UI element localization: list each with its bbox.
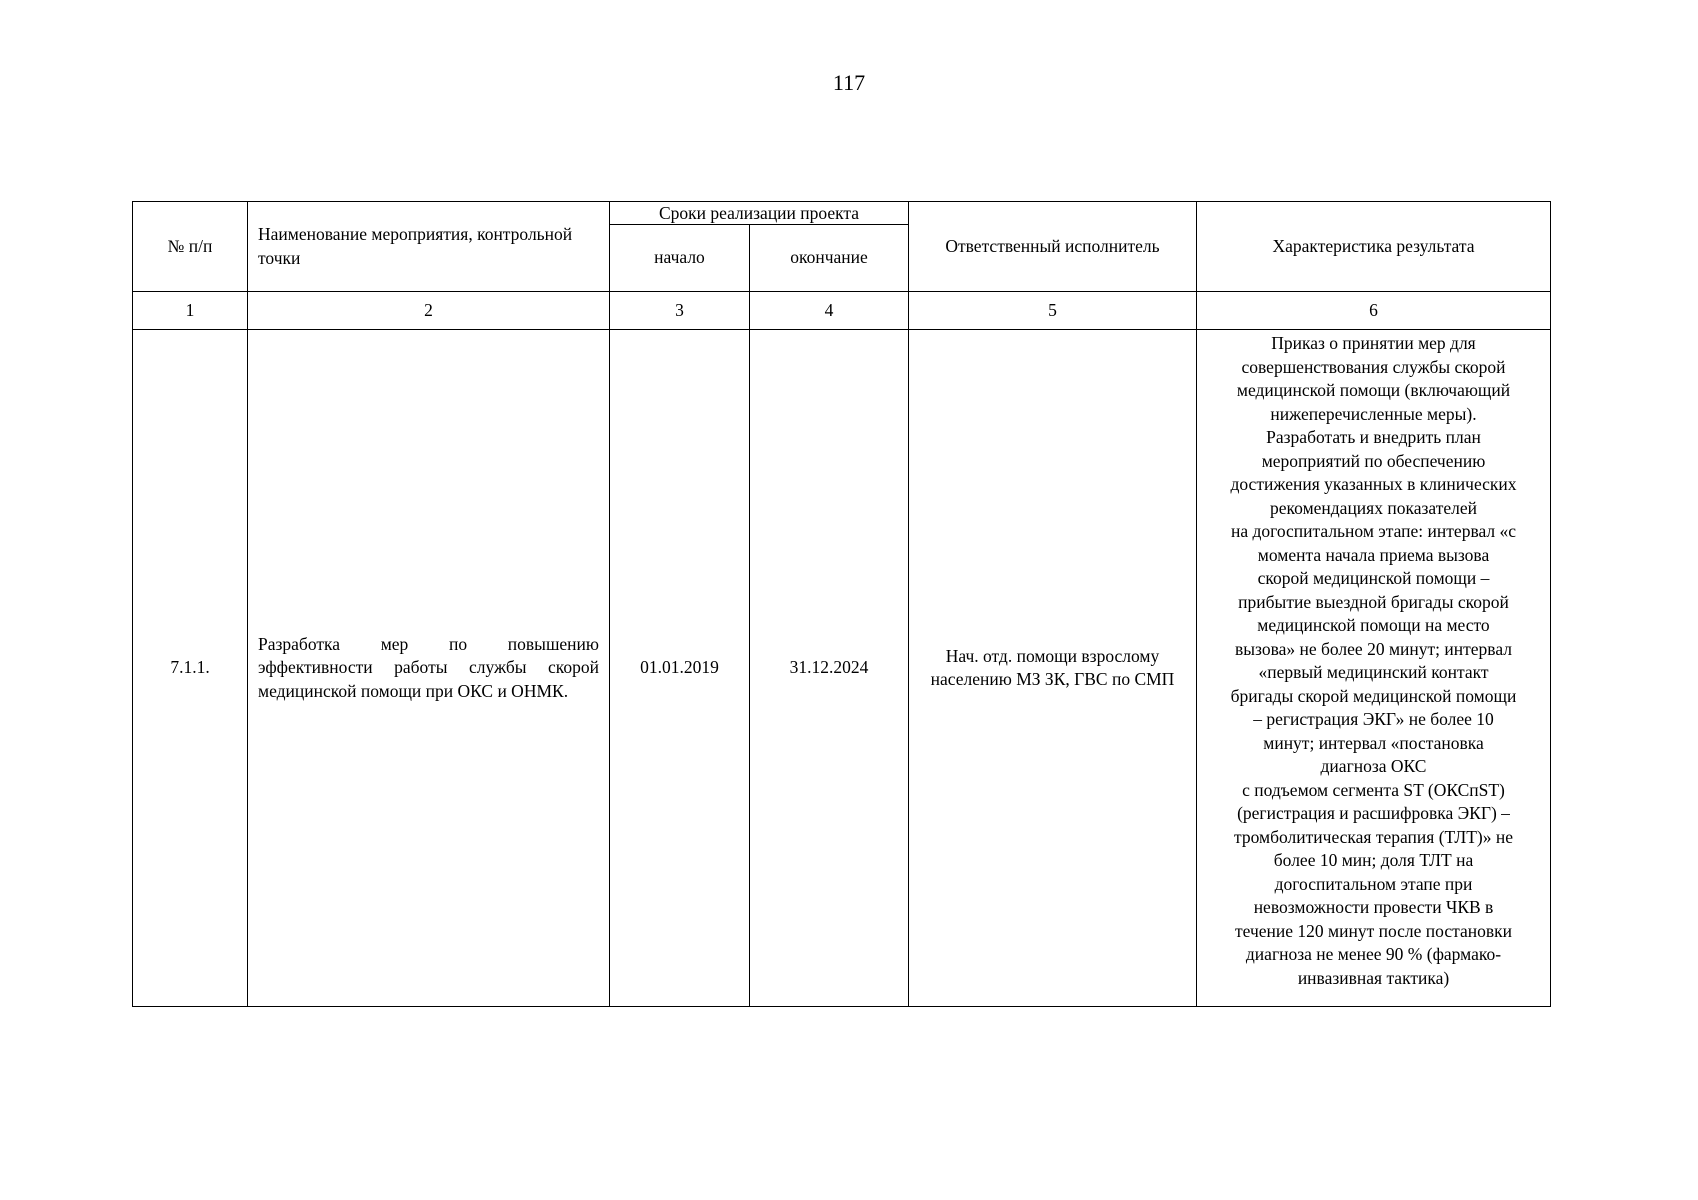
result-line: – регистрация ЭКГ» не более 10: [1253, 709, 1494, 729]
result-line: достижения указанных в клинических: [1230, 474, 1517, 494]
result-line: медицинской помощи (включающий: [1236, 380, 1511, 400]
result-line: «первый медицинский контакт: [1258, 662, 1489, 682]
row-start-date: 01.01.2019: [610, 330, 750, 1007]
result-line: диагноза не менее 90 % (фармако-: [1245, 944, 1502, 964]
result-line: на догоспитальном этапе: интервал «с: [1230, 521, 1517, 541]
header-responsible: Ответственный исполнитель: [909, 202, 1197, 292]
result-line: диагноза ОКС: [1320, 756, 1427, 776]
column-number-cell: 5: [909, 292, 1197, 330]
column-numbering-row: [133, 292, 1551, 330]
result-line: Приказ о принятии мер для: [1271, 333, 1476, 353]
result-line: совершенствования службы скорой: [1241, 356, 1506, 377]
row-responsible: Нач. отд. помощи взрослому населению МЗ ЗК, ГВС по СМП: [909, 330, 1197, 1007]
column-number-cell: 6: [1197, 292, 1551, 330]
result-line: рекомендациях показателей: [1270, 497, 1477, 518]
header-end: окончание: [750, 225, 909, 292]
result-line: скорой медицинской помощи –: [1257, 568, 1490, 588]
table-header-row: [133, 202, 1551, 225]
header-start: начало: [610, 225, 750, 292]
page-number: 117: [832, 70, 866, 95]
header-result: Характеристика результата: [1197, 202, 1551, 292]
result-line: бригады скорой медицинской помощи: [1230, 685, 1517, 706]
result-line: инвазивная тактика): [1297, 967, 1450, 988]
result-line: минут; интервал «постановка: [1263, 732, 1484, 753]
row-number: 7.1.1.: [133, 330, 248, 1007]
result-line: мероприятий по обеспечению: [1261, 450, 1486, 471]
result-line: догоспитальном этапе при: [1274, 873, 1473, 894]
column-number-cell: 1: [133, 292, 248, 330]
result-line: прибытие выездной бригады скорой: [1238, 591, 1509, 612]
result-line: тромболитическая терапия (ТЛТ)» не: [1234, 826, 1513, 847]
header-implementation-terms: Сроки реализации проекта: [610, 202, 909, 225]
result-line: нижеперечисленные меры).: [1270, 403, 1477, 424]
result-line: с подъемом сегмента ST (ОКСпST): [1242, 779, 1505, 800]
result-line: (регистрация и расшифровка ЭКГ) –: [1237, 803, 1510, 823]
table-row: [133, 330, 1551, 1007]
result-line: момента начала приема вызова: [1257, 544, 1490, 565]
result-line: медицинской помощи на место: [1257, 615, 1490, 635]
result-line: Разработать и внедрить план: [1266, 427, 1481, 447]
result-line: невозможности провести ЧКВ в: [1253, 897, 1494, 917]
result-line: вызова» не более 20 минут; интервал: [1235, 638, 1512, 659]
column-number-cell: 2: [248, 292, 610, 330]
row-event-name: Разработка мер по повышению эффективности работы службы скорой медицинской помощи при ОКС и ОНМК.: [248, 330, 610, 1007]
column-number-cell: 3: [610, 292, 750, 330]
row-result: [1197, 330, 1551, 1007]
result-line: более 10 мин; доля ТЛТ на: [1273, 850, 1474, 870]
header-number: № п/п: [133, 202, 248, 292]
project-plan-table: [132, 201, 1551, 1007]
column-number-cell: 4: [750, 292, 909, 330]
header-event-name: Наименование мероприятия, контрольной точки: [248, 202, 610, 292]
row-end-date: 31.12.2024: [750, 330, 909, 1007]
result-line: течение 120 минут после постановки: [1234, 920, 1512, 941]
